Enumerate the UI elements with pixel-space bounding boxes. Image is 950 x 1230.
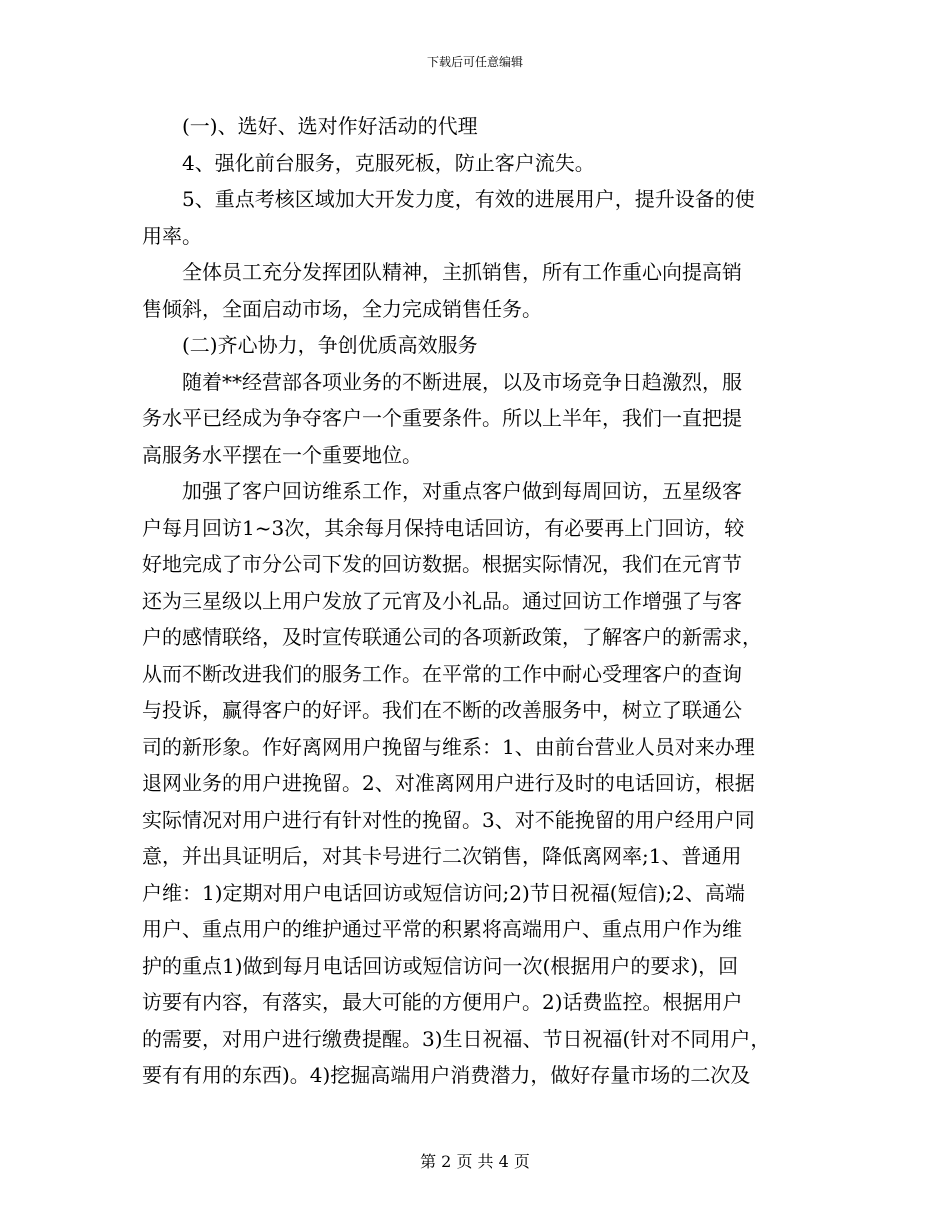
text-line: 退网业务的用户进挽留。2、对准离网用户进行及时的电话回访，根据 <box>142 771 755 795</box>
text-line: 与投诉，赢得客户的好评。我们在不断的改善服务中，树立了联通公 <box>142 698 742 722</box>
text-line: 务水平已经成为争夺客户一个重要条件。所以上半年，我们一直把提 <box>142 406 742 430</box>
text-line: 司的新形象。作好离网用户挽留与维系：1、由前台营业人员对来办理 <box>142 734 755 759</box>
text-line: 要有有用的东西)。4)挖掘高端用户消费潜力，做好存量市场的二次及 <box>142 1063 751 1087</box>
text-line: 访要有内容，有落实，最大可能的方便用户。2)话费监控。根据用户 <box>142 990 743 1014</box>
text-line: 护的重点1)做到每月电话回访或短信访问一次(根据用户的要求)，回 <box>142 953 739 978</box>
document-body <box>142 108 808 1094</box>
text-line: 还为三星级以上用户发放了元宵及小礼品。通过回访工作增强了与客 <box>142 588 742 613</box>
text-line: 户的感情联络，及时宣传联通公司的各项新政策，了解客户的新需求， <box>142 625 762 649</box>
text-line: 5、重点考核区域加大开发力度，有效的进展用户，提升设备的使 <box>142 187 755 211</box>
text-line: 高服务水平摆在一个重要地位。 <box>142 442 422 467</box>
text-line: (二)齐心协力，争创优质高效服务 <box>142 333 478 357</box>
text-line: 售倾斜，全面启动市场，全力完成销售任务。 <box>142 296 542 321</box>
text-line: 户维：1)定期对用户电话回访或短信访问;2)节日祝福(短信);2、高端 <box>142 880 745 905</box>
text-line: 加强了客户回访维系工作，对重点客户做到每周回访，五星级客 <box>142 479 742 503</box>
text-line: 随着**经营部各项业务的不断进展，以及市场竞争日趋激烈，服 <box>142 369 742 394</box>
text-line: 4、强化前台服务，克服死板，防止客户流失。 <box>142 150 595 175</box>
text-line: 户每月回访1~3次，其余每月保持电话回访，有必要再上门回访，较 <box>142 515 745 540</box>
page-header: 下载后可任意编辑 <box>426 55 523 69</box>
text-line: 实际情况对用户进行有针对性的挽留。3、对不能挽留的用户经用户同 <box>142 807 755 832</box>
text-line: 意，并出具证明后，对其卡号进行二次销售，降低离网率;1、普通用 <box>142 844 742 868</box>
text-line: 用率。 <box>142 223 202 248</box>
page-footer: 第 2 页 共 4 页 <box>420 1152 530 1171</box>
text-line: 的需要，对用户进行缴费提醒。3)生日祝福、节日祝福(针对不同用户， <box>142 1026 771 1051</box>
text-line: 全体员工充分发挥团队精神，主抓销售，所有工作重心向提高销 <box>142 260 742 284</box>
text-line: 从而不断改进我们的服务工作。在平常的工作中耐心受理客户的查询 <box>142 661 742 686</box>
text-line: 用户、重点用户的维护通过平常的积累将高端用户、重点用户作为维 <box>142 917 742 941</box>
text-line: 好地完成了市分公司下发的回访数据。根据实际情况，我们在元宵节 <box>142 552 742 576</box>
text-line: (一)、选好、选对作好活动的代理 <box>142 114 478 138</box>
